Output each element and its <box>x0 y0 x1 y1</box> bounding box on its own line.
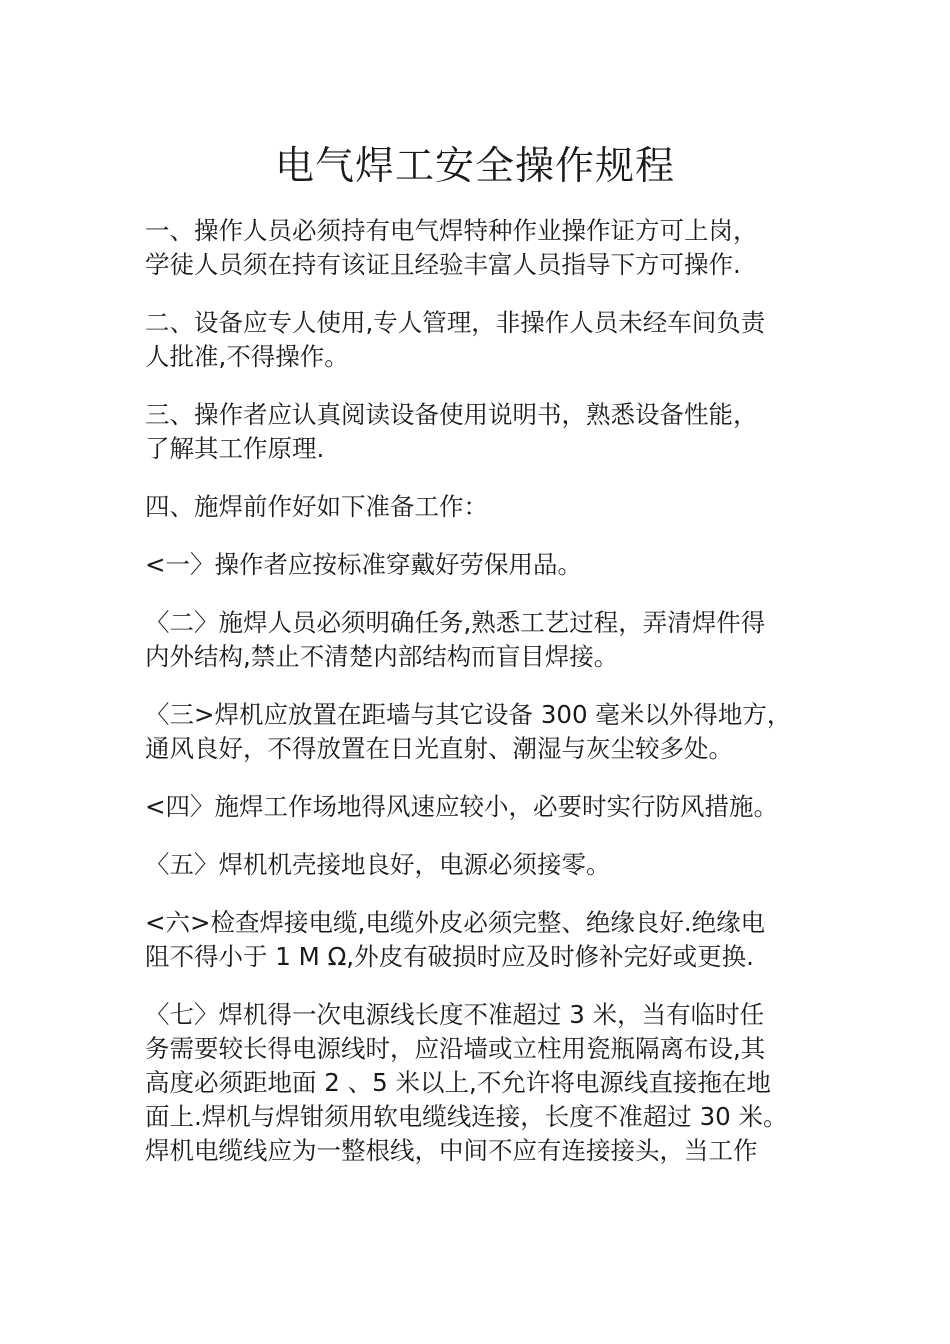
paragraph-8: <四〉施焊工作场地得风速应较小，必要时实行防风措施。 <box>145 792 779 821</box>
document-title: 电气焊工安全操作规程 <box>274 144 675 189</box>
paragraph-6: 〈二〉施焊人员必须明确任务,熟悉工艺过程，弄清焊件得 内外结构,禁止不清楚内部结构而盲目焊接。 <box>145 608 766 671</box>
paragraph-2: 二、设备应专人使用,专人管理，非操作人员未经车间负责 人批准,不得操作。 <box>145 308 766 371</box>
paragraph-10: <六>检查焊接电缆,电缆外皮必须完整、绝缘良好.绝缘电 阻不得小于 1 M Ω,外皮有破损时应及时修补完好或更换. <box>145 908 766 971</box>
paragraph-7: 〈三>焊机应放置在距墙与其它设备 300 毫米以外得地方， 通风良好，不得放置在日光直射、潮湿与灰尘较多处。 <box>145 700 792 763</box>
paragraph-3: 三、操作者应认真阅读设备使用说明书，熟悉设备性能， 了解其工作原理. <box>145 400 758 463</box>
paragraph-9: 〈五〉焊机机壳接地良好，电源必须接零。 <box>145 850 611 879</box>
paragraph-5: <一〉操作者应按标准穿戴好劳保用品。 <box>145 550 583 579</box>
document-body <box>145 214 810 1192</box>
paragraph-11: 〈七〉焊机得一次电源线长度不准超过 3 米，当有临时任 务需要较长得电源线时，应沿墙或立柱用瓷瓶隔离布设,其 高度必须距地面 2 、5 米以上,不允许将电源线直接拖在地 面上.焊机与焊钳须用软电缆线连接，长度不准超过 30 米。 焊机电缆线应为一整根线，中间不应有连接接头，当工作 <box>145 1000 788 1165</box>
paragraph-1: 一、操作人员必须持有电气焊特种作业操作证方可上岗， 学徒人员须在持有该证且经验丰富人员指导下方可操作. <box>145 216 758 279</box>
paragraph-4: 四、施焊前作好如下准备工作： <box>145 492 488 521</box>
